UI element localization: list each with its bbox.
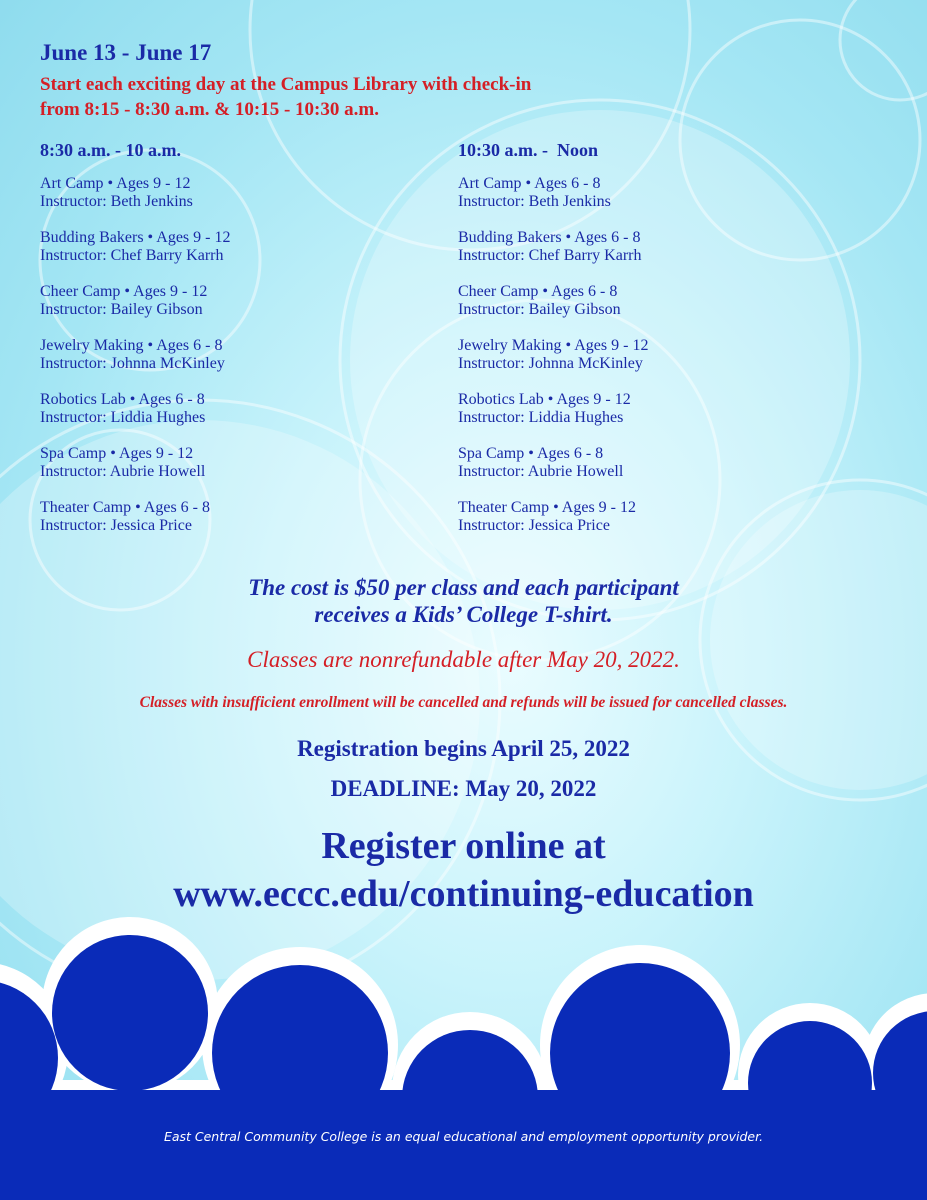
course-title: Theater Camp • Ages 6 - 8 xyxy=(40,499,210,516)
course-item xyxy=(458,445,858,481)
course-title: Robotics Lab • Ages 9 - 12 xyxy=(458,391,631,408)
course-instructor: Instructor: Jessica Price xyxy=(458,517,610,534)
course-instructor: Instructor: Johnna McKinley xyxy=(40,355,225,372)
course-title: Spa Camp • Ages 6 - 8 xyxy=(458,445,604,462)
cost-line-2: receives a Kids’ College T-shirt. xyxy=(314,602,613,627)
course-title: Jewelry Making • Ages 6 - 8 xyxy=(40,337,223,354)
session-column-late-morning xyxy=(458,140,858,553)
course-title: Cheer Camp • Ages 6 - 8 xyxy=(458,283,618,300)
course-title: Budding Bakers • Ages 9 - 12 xyxy=(40,229,231,246)
intro-line-2: from 8:15 - 8:30 a.m. & 10:15 - 10:30 a.m. xyxy=(40,99,379,120)
course-item xyxy=(40,445,440,481)
registration-begins: Registration begins April 25, 2022 xyxy=(297,736,630,761)
course-title: Art Camp • Ages 6 - 8 xyxy=(458,175,601,192)
course-instructor: Instructor: Chef Barry Karrh xyxy=(458,247,642,264)
date-range-heading: June 13 - June 17 xyxy=(40,40,212,65)
session-column-morning xyxy=(40,140,440,553)
course-item xyxy=(458,283,858,319)
session-heading: 10:30 a.m. - Noon xyxy=(458,140,598,160)
course-instructor: Instructor: Bailey Gibson xyxy=(458,301,621,318)
course-title: Jewelry Making • Ages 9 - 12 xyxy=(458,337,649,354)
course-instructor: Instructor: Aubrie Howell xyxy=(458,463,624,480)
nonrefundable-notice: Classes are nonrefundable after May 20, 2022. xyxy=(247,647,680,672)
registration-deadline: DEADLINE: May 20, 2022 xyxy=(330,776,597,801)
course-instructor: Instructor: Liddia Hughes xyxy=(40,409,206,426)
course-instructor: Instructor: Liddia Hughes xyxy=(458,409,624,426)
course-item xyxy=(458,229,858,265)
register-online xyxy=(0,822,927,918)
session-heading: 8:30 a.m. - 10 a.m. xyxy=(40,140,181,160)
course-title: Budding Bakers • Ages 6 - 8 xyxy=(458,229,641,246)
course-instructor: Instructor: Aubrie Howell xyxy=(40,463,206,480)
course-item xyxy=(458,391,858,427)
course-instructor: Instructor: Beth Jenkins xyxy=(40,193,193,210)
check-in-intro xyxy=(40,72,531,122)
intro-line-1: Start each exciting day at the Campus Library with check-in xyxy=(40,74,532,95)
course-title: Cheer Camp • Ages 9 - 12 xyxy=(40,283,208,300)
equal-opportunity-footer: East Central Community College is an equal educational and employment opportunity provider. xyxy=(163,1129,764,1144)
register-line: Register online at xyxy=(321,825,606,867)
course-item xyxy=(458,175,858,211)
course-title: Theater Camp • Ages 9 - 12 xyxy=(458,499,636,516)
course-item xyxy=(40,283,440,319)
cost-notice xyxy=(0,574,927,628)
course-instructor: Instructor: Chef Barry Karrh xyxy=(40,247,224,264)
course-item xyxy=(458,337,858,373)
course-instructor: Instructor: Johnna McKinley xyxy=(458,355,643,372)
course-item xyxy=(40,391,440,427)
course-title: Robotics Lab • Ages 6 - 8 xyxy=(40,391,205,408)
course-item xyxy=(40,175,440,211)
cost-line-1: The cost is $50 per class and each participant xyxy=(248,575,679,600)
course-instructor: Instructor: Bailey Gibson xyxy=(40,301,203,318)
course-instructor: Instructor: Beth Jenkins xyxy=(458,193,611,210)
course-item xyxy=(40,229,440,265)
insufficient-enrollment-notice: Classes with insufficient enrollment will be cancelled and refunds will be issued for cancelled classes. xyxy=(139,694,788,711)
course-item xyxy=(40,337,440,373)
course-item xyxy=(40,499,440,535)
course-instructor: Instructor: Jessica Price xyxy=(40,517,192,534)
course-title: Art Camp • Ages 9 - 12 xyxy=(40,175,191,192)
course-title: Spa Camp • Ages 9 - 12 xyxy=(40,445,194,462)
register-url-link[interactable]: www.eccc.edu/continuing-education xyxy=(173,873,754,915)
course-item xyxy=(458,499,858,535)
